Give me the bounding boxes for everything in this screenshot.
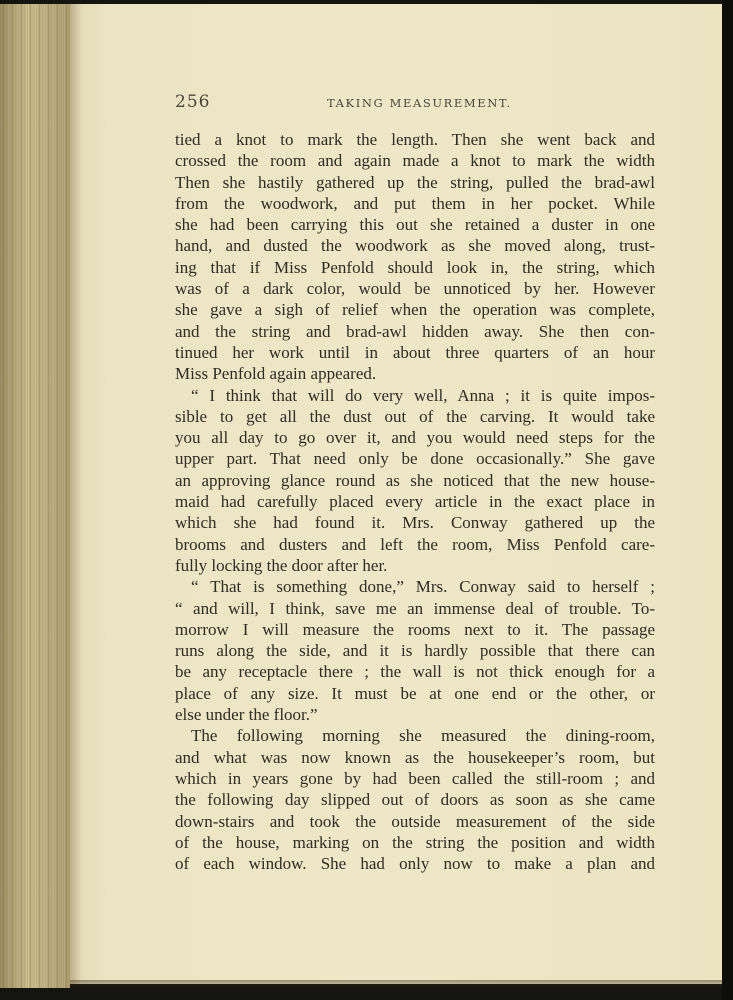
text-line: hand, and dusted the woodwork as she moved along, trust- [175, 236, 655, 256]
text-line: “ I think that will do very well, Anna ; it is quite impos- [191, 385, 655, 405]
text-line: an approving glance round as she noticed that the new house- [175, 470, 655, 490]
page-bottom-shadow [70, 980, 722, 988]
text-line: maid had carefully placed every article in the exact place in [175, 492, 655, 512]
text-line: and the string and brad-awl hidden away. She then con- [175, 321, 655, 341]
text-line: tied a knot to mark the length. Then she went back and [175, 130, 655, 149]
text-line: Miss Penfold again appeared. [175, 364, 377, 384]
page-number: 256 [175, 92, 211, 112]
text-line: “ and will, I think, save me an immense deal of trouble. To- [175, 598, 655, 618]
text-line: fully locking the door after her. [175, 555, 388, 575]
text-line: morrow I will measure the rooms next to it. The passage [175, 619, 655, 639]
text-line: crossed the room and again made a knot to mark the width [175, 151, 655, 171]
text-line: Then she hastily gathered up the string, pulled the brad-awl [175, 172, 655, 192]
text-line: sible to get all the dust out of the carving. It would take [175, 406, 655, 426]
body-text [175, 129, 655, 874]
text-line: else under the floor.” [175, 705, 318, 725]
text-line: which in years gone by had been called the still-room ; and [175, 768, 655, 788]
running-title: TAKING MEASUREMENT. [327, 96, 512, 110]
text-line: tinued her work until in about three quarters of an hour [175, 342, 655, 362]
text-line: place of any size. It must be at one end or the other, or [175, 683, 655, 703]
text-line: and what was now known as the housekeeper’s room, but [175, 747, 655, 767]
text-line: was of a dark color, would be unnoticed by her. However [175, 279, 655, 299]
text-line: you all day to go over it, and you would need steps for the [175, 428, 655, 448]
text-line: of the house, marking on the string the position and width [175, 832, 655, 852]
text-line: ing that if Miss Penfold should look in, the string, which [175, 257, 655, 277]
text-line: The following morning she measured the dining-room, [191, 726, 655, 746]
scan-border [722, 0, 733, 1000]
text-line: be any receptacle there ; the wall is not thick enough for a [175, 662, 655, 682]
text-line: she gave a sigh of relief when the operation was complete, [175, 300, 655, 320]
text-line: the following day slipped out of doors as soon as she came [175, 790, 655, 810]
text-line: down-stairs and took the outside measurement of the side [175, 811, 655, 831]
text-line: she had been carrying this out she retained a duster in one [175, 215, 655, 235]
text-line: brooms and dusters and left the room, Miss Penfold care- [175, 534, 655, 554]
page-stack-edge [0, 4, 70, 988]
text-line: which she had found it. Mrs. Conway gathered up the [175, 513, 655, 533]
text-line: upper part. That need only be done occasionally.” She gave [175, 449, 655, 469]
text-line: runs along the side, and it is hardly possible that there can [175, 641, 655, 661]
text-line: of each window. She had only now to make a plan and [175, 854, 655, 874]
text-line: “ That is something done,” Mrs. Conway said to herself ; [191, 577, 655, 597]
text-line: from the woodwork, and put them in her pocket. While [175, 193, 655, 213]
